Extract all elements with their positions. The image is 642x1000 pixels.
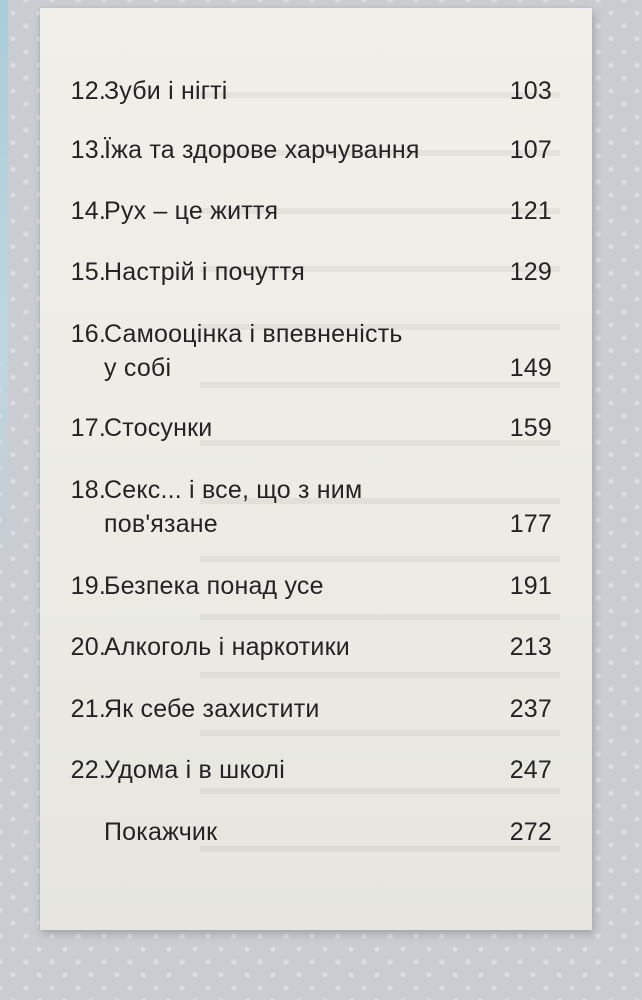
page-number: 121	[509, 197, 552, 225]
book-page	[40, 8, 592, 930]
page-number: 129	[509, 258, 552, 286]
page-edge-tint	[0, 0, 8, 560]
page-number: 272	[509, 818, 552, 846]
chapter-title: Їжа та здорове харчування	[104, 136, 420, 164]
chapter-number: 18.	[70, 476, 106, 504]
table-of-contents	[40, 8, 592, 930]
chapter-title: Стосунки	[104, 414, 213, 442]
chapter-title: Настрій і почуття	[104, 258, 306, 286]
chapter-title: Зуби і нігті	[104, 77, 228, 105]
page-number: 177	[509, 510, 552, 538]
chapter-number: 15.	[70, 258, 106, 286]
chapter-title: Рух – це життя	[104, 197, 279, 225]
chapter-title: Удома і в школі	[104, 756, 285, 784]
page-number: 149	[509, 354, 552, 382]
page-number: 107	[509, 136, 552, 164]
chapter-number: 22.	[70, 756, 106, 784]
chapter-number: 17.	[70, 414, 106, 442]
page-number: 103	[509, 77, 552, 105]
page-number: 237	[509, 695, 552, 723]
chapter-title: Покажчик	[104, 818, 218, 846]
page-number: 159	[509, 414, 552, 442]
chapter-title: Алкоголь і наркотики	[104, 633, 350, 661]
chapter-number: 14.	[70, 197, 106, 225]
chapter-title: Самооцінка і впевненість у собі	[104, 320, 403, 382]
page-number: 247	[509, 756, 552, 784]
chapter-number: 21.	[70, 695, 106, 723]
page-number: 213	[509, 633, 552, 661]
chapter-title: Секс... і все, що з ним пов'язане	[104, 476, 363, 538]
chapter-number: 19.	[70, 572, 106, 600]
chapter-title: Безпека понад усе	[104, 572, 324, 600]
chapter-number: 16.	[70, 320, 106, 348]
chapter-number: 13.	[70, 136, 106, 164]
chapter-number: 20.	[70, 633, 106, 661]
chapter-title: Як себе захистити	[104, 695, 320, 723]
chapter-number: 12.	[70, 77, 106, 105]
page-number: 191	[509, 572, 552, 600]
